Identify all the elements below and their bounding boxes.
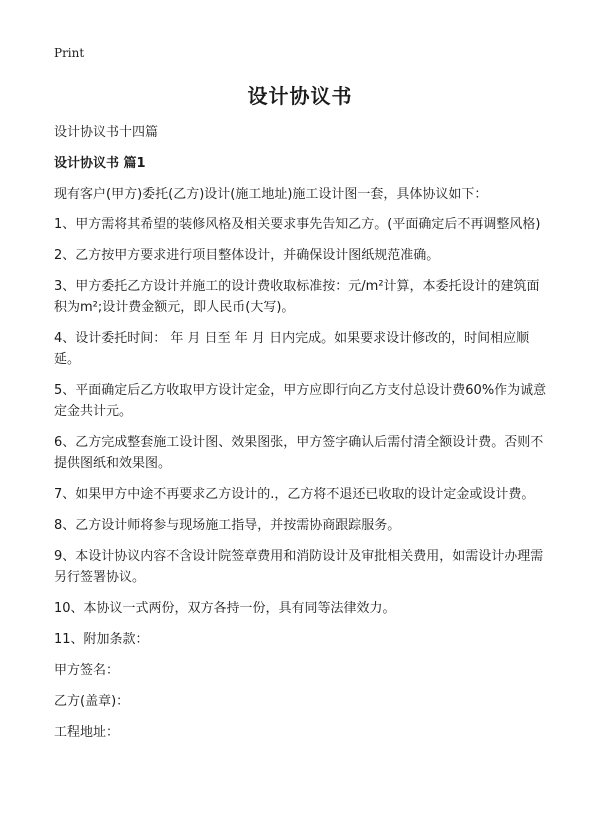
page-title: 设计协议书 xyxy=(247,84,353,108)
clause-2: 2、乙方按甲方要求进行项目整体设计，并确保设计图纸规范准确。 xyxy=(54,248,440,263)
clause-1: 1、甲方需将其希望的装修风格及相关要求事先告知乙方。(平面确定后不再调整风格) xyxy=(54,217,541,232)
clause-8: 8、乙方设计师将参与现场施工指导，并按需协商跟踪服务。 xyxy=(54,518,401,533)
clause-4: 4、设计委托时间： 年 月 日至 年 月 日内完成。如果要求设计修改的，时间相应顺延。 xyxy=(54,331,530,367)
clause-9: 9、本设计协议内容不含设计院签章费用和消防设计及审批相关费用，如需设计办理需另行签署协议。 xyxy=(54,549,544,585)
intro-paragraph: 现有客户(甲方)委托(乙方)设计(施工地址)施工设计图一套，具体协议如下： xyxy=(54,187,488,202)
party-a-signature: 甲方签名： xyxy=(54,663,120,678)
project-address: 工程地址： xyxy=(54,725,120,740)
clause-3: 3、甲方委托乙方设计并施工的设计费收取标准按：元/m²计算，本委托设计的建筑面积为m²;设计费金额元，即人民币(大写)。 xyxy=(54,279,540,315)
section-heading: 设计协议书 篇1 xyxy=(54,156,146,171)
clause-5: 5、平面确定后乙方收取甲方设计定金，甲方应即行向乙方支付总设计费60%作为诚意定金共计元。 xyxy=(54,383,547,419)
clause-7: 7、如果甲方中途不再要求乙方设计的.，乙方将不退还已收取的设计定金或设计费。 xyxy=(54,487,535,502)
document-body xyxy=(54,122,552,753)
print-link[interactable]: Print xyxy=(54,46,85,60)
document-subtitle: 设计协议书十四篇 xyxy=(54,125,159,140)
clause-6: 6、乙方完成整套施工设计图、效果图张，甲方签字确认后需付清全额设计费。否则不提供图纸和效果图。 xyxy=(54,435,544,471)
clause-10: 10、本协议一式两份，双方各持一份，具有同等法律效力。 xyxy=(54,601,396,616)
party-b-seal: 乙方(盖章)： xyxy=(54,694,130,709)
clause-11: 11、附加条款： xyxy=(54,632,149,647)
